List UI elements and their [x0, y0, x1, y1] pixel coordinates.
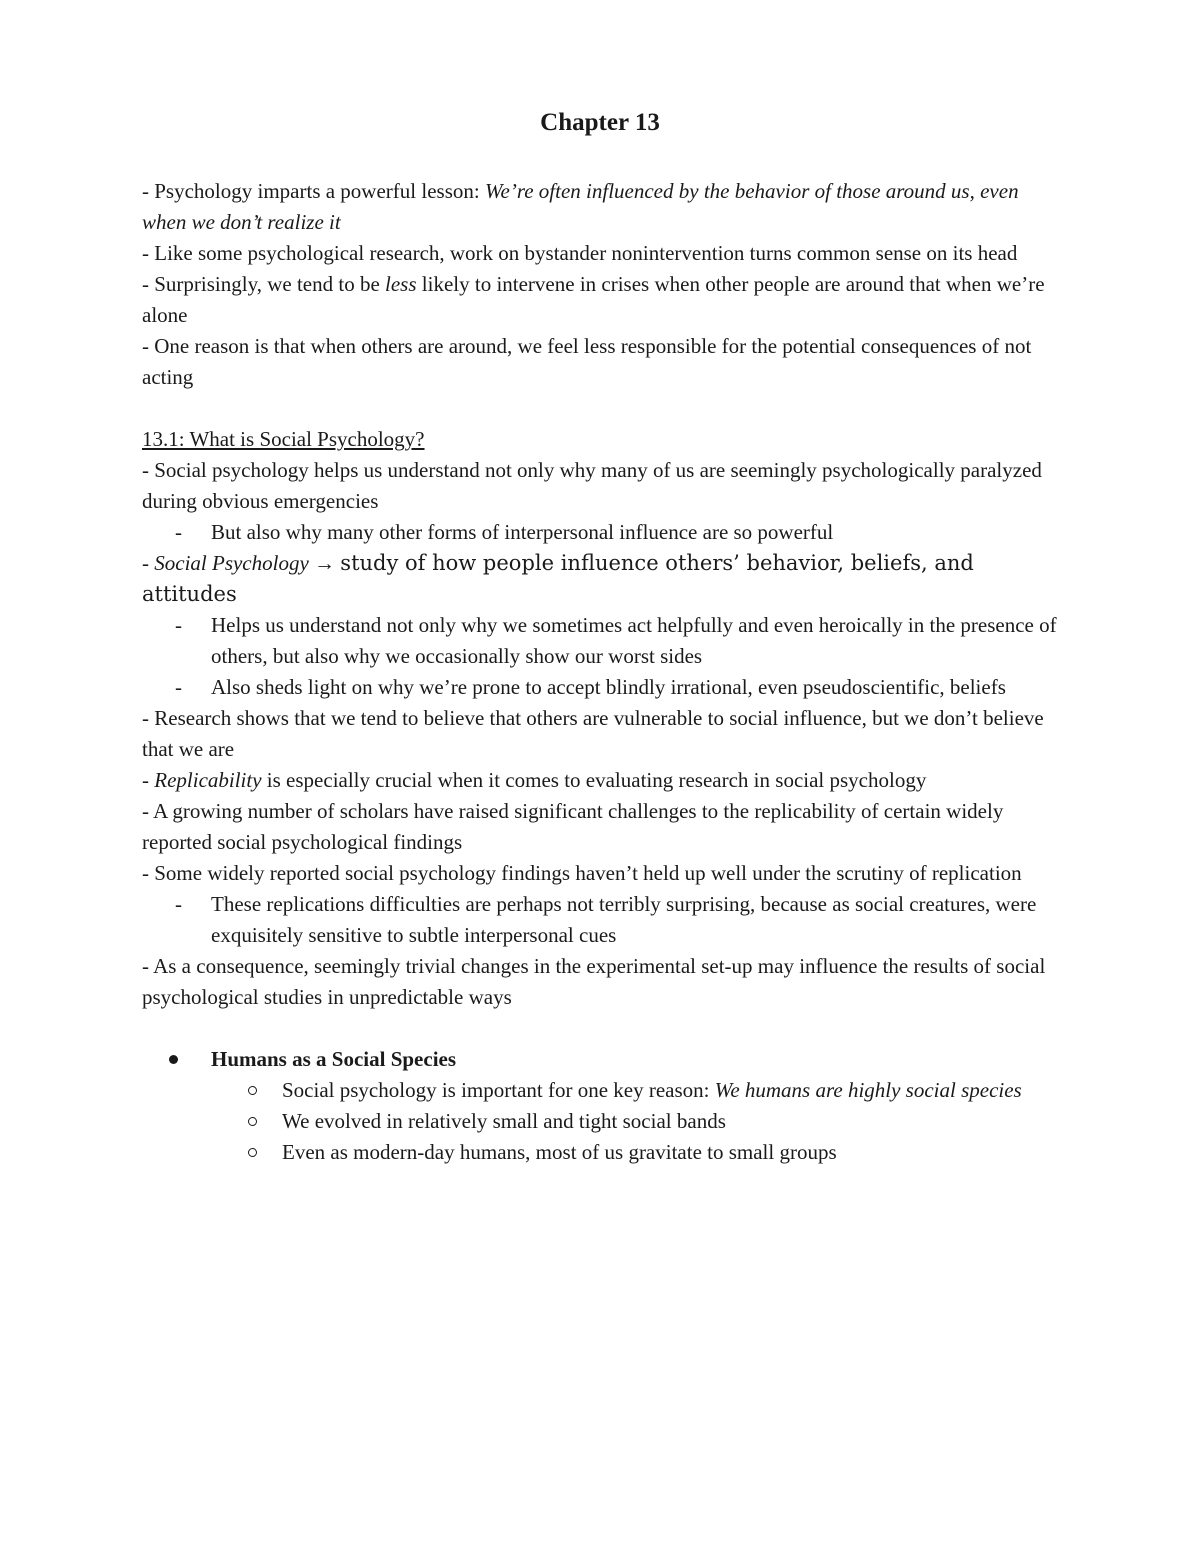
dash-item	[142, 889, 1062, 951]
bullet-heading	[142, 1044, 1062, 1075]
intro-1-italic: We’re often influenced by the behavior of those around us, even when we don’t realize it	[142, 179, 1019, 234]
intro-paragraph-2: - Like some psychological research, work on bystander nonintervention turns common sense on its head	[142, 241, 1018, 265]
hollow-bullet-icon	[248, 1117, 257, 1126]
bullet-heading-text: Humans as a Social Species	[211, 1047, 457, 1071]
sub-bullet-text: Even as modern-day humans, most of us gravitate to small groups	[282, 1140, 837, 1164]
filled-bullet-icon	[169, 1055, 178, 1064]
sub-bullet	[142, 1106, 1062, 1137]
dash-item-text: But also why many other forms of interpersonal influence are so powerful	[211, 520, 834, 544]
section-paragraph-6: - As a consequence, seemingly trivial changes in the experimental set-up may influence the results of social psychological studies in unpredictable ways	[142, 954, 1046, 1009]
dash-item-text: These replications difficulties are perhaps not terribly surprising, because as social creatures, were exquisitely sensitive to subtle interpersonal cues	[211, 892, 1037, 947]
replicability-prefix: -	[142, 768, 155, 792]
definition-term: Social Psychology	[154, 551, 309, 575]
dash-marker: -	[175, 675, 182, 699]
dash-item	[142, 672, 1062, 703]
dash-item-text: Helps us understand not only why we sometimes act helpfully and even heroically in the presence of others, but also why we occasionally show our worst sides	[211, 613, 1057, 668]
definition-prefix: -	[142, 551, 155, 575]
intro-3-italic: less	[385, 272, 417, 296]
intro-1-text: - Psychology imparts a powerful lesson:	[142, 179, 485, 203]
hollow-bullet-icon	[248, 1086, 257, 1095]
definition-text: study of how people influence others’ behavior, beliefs, and attitudes	[142, 551, 974, 606]
section-paragraph-5: - Some widely reported social psychology findings haven’t held up well under the scrutiny of replication	[142, 861, 1022, 885]
dash-marker: -	[175, 892, 182, 916]
intro-paragraph-1	[142, 176, 1062, 238]
section-paragraph-3	[142, 765, 1062, 796]
dash-item	[142, 517, 1062, 548]
definition-line	[142, 548, 1062, 610]
spacer	[142, 1013, 1062, 1044]
replicability-text: is especially crucial when it comes to evaluating research in social psychology	[261, 768, 927, 792]
section-paragraph-1: - Social psychology helps us understand not only why many of us are seemingly psychologically paralyzed during obvious emergencies	[142, 458, 1042, 513]
intro-3-after: likely to intervene in crises when other people are around that when we’re alone	[142, 272, 1045, 327]
section-paragraph-4: - A growing number of scholars have raised significant challenges to the replicability of certain widely reported social psychological findings	[142, 799, 1004, 854]
definition-arrow: →	[308, 551, 341, 575]
sub-bullet-text: Social psychology is important for one key reason:	[282, 1078, 715, 1102]
intro-paragraph-4: - One reason is that when others are around, we feel less responsible for the potential consequences of not acting	[142, 334, 1032, 389]
replicability-term: Replicability	[154, 768, 262, 792]
hollow-bullet-icon	[248, 1148, 257, 1157]
spacer	[142, 393, 1062, 424]
sub-bullet-italic: We humans are highly social species	[714, 1078, 1022, 1102]
dash-item-text: Also sheds light on why we’re prone to accept blindly irrational, even pseudoscientific, beliefs	[211, 675, 1006, 699]
intro-3-before: - Surprisingly, we tend to be	[142, 272, 386, 296]
dash-item	[142, 610, 1062, 672]
sub-bullet	[142, 1137, 1062, 1168]
section-paragraph-2: - Research shows that we tend to believe that others are vulnerable to social influence, but we don’t believe that we are	[142, 706, 1044, 761]
document-body	[142, 176, 1062, 1168]
dash-marker: -	[175, 520, 182, 544]
section-heading: 13.1: What is Social Psychology?	[142, 427, 425, 451]
sub-bullet	[142, 1075, 1062, 1106]
page-title: Chapter 13	[540, 109, 660, 136]
intro-paragraph-3	[142, 269, 1062, 331]
dash-marker: -	[175, 613, 182, 637]
sub-bullet-text: We evolved in relatively small and tight social bands	[282, 1109, 726, 1133]
